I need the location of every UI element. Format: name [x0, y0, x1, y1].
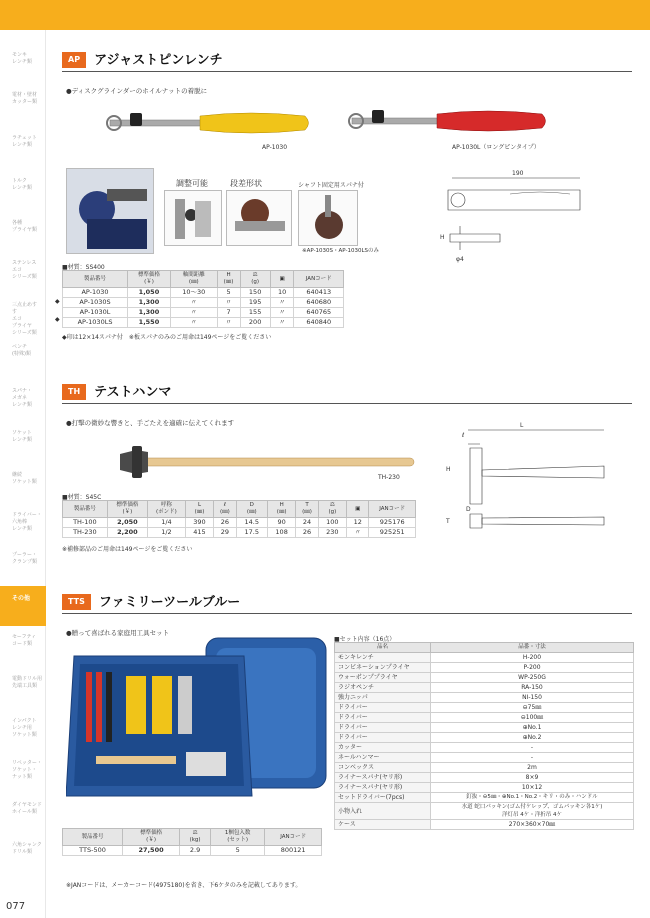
table-header: 呼称 (ポンド): [148, 501, 186, 518]
table-row: ネールハンマー -: [335, 753, 634, 763]
table-row: ドライバー ⊕No.1: [335, 723, 634, 733]
table-row: ドライバー ⊖75㎜: [335, 703, 634, 713]
table-header: 品番・寸法: [431, 643, 634, 653]
table-row: コンベックス 2m: [335, 763, 634, 773]
dim-label: L: [520, 422, 524, 429]
tts-spec-table: [62, 828, 322, 856]
table-row: TTS-500 27,500 2.9 5 800121: [63, 846, 322, 856]
weight-icon: ⚖: [329, 502, 335, 508]
weight-icon-header: ⚖ (kg): [180, 829, 211, 846]
table-row: ウォーポンププライヤ WP-250G: [335, 673, 634, 683]
section-title: アジャストピンレンチ: [94, 53, 223, 68]
table-header: ℓ (㎜): [214, 501, 236, 518]
sidebar-item[interactable]: 継続 ソケット類: [12, 472, 37, 485]
section-badge: AP: [62, 52, 86, 68]
table-header: 標準価格 (￥): [128, 271, 171, 288]
pack-icon-header: [270, 271, 294, 288]
sidebar-item[interactable]: インパクト レンチ用 ソケット類: [12, 718, 37, 738]
set-title: ■セット内容（16点）: [334, 636, 396, 643]
sidebar-item[interactable]: リペッター・ ソケット・ ナット類: [12, 760, 42, 780]
table-row: モンキレンチ H-200: [335, 653, 634, 663]
weight-icon: ⚖: [192, 830, 198, 836]
dim-label: 190: [512, 170, 524, 177]
sidebar-item[interactable]: セーフティ コード類: [12, 634, 37, 647]
sidebar-item[interactable]: ステンレス エコ シリーズ類: [12, 260, 37, 280]
sidebar-item[interactable]: スパナ・ メガネ レンチ類: [12, 388, 33, 408]
section-th: [62, 382, 632, 404]
table-header: JANコード: [294, 271, 344, 288]
table-header: 品名: [335, 643, 431, 653]
table-header: 製品番号: [63, 271, 128, 288]
sidebar-item[interactable]: ラチェット レンチ類: [12, 135, 37, 148]
sidebar-item[interactable]: ドライバー・ 六角棒 レンチ類: [12, 512, 42, 532]
table-header: 1梱包入数 (セット): [211, 829, 265, 846]
sidebar-item[interactable]: モンキ レンチ類: [12, 52, 32, 65]
table-header: 標準価格 (￥): [123, 829, 180, 846]
ap-material: ■材質：SS400: [62, 264, 105, 271]
ap-usage-photo: [66, 168, 154, 254]
sidebar-item[interactable]: 電材・壁材 カッター類: [12, 92, 38, 105]
pack-icon-header: [347, 501, 369, 518]
dim-label: H: [440, 234, 445, 241]
sidebar-item[interactable]: ソケット レンチ類: [12, 430, 32, 443]
hammer-label: TH-230: [378, 474, 400, 481]
section-title: ファミリーツールブルー: [98, 595, 241, 610]
table-row: セットドライバー(7pcs) 釘抜・⊖5㎜・⊕No.1・No.2・キリ・のみ・ハンドル: [335, 793, 634, 803]
weight-icon-header: ⚖ (g): [240, 271, 270, 288]
table-row: 小物入れ 水道 蛇口パッキン(ゴム付ケレップ、ゴムパッキン各1ケ) 洋灯吊 4ケ・洋折吊 4ケ: [335, 803, 634, 820]
th-footnote: ※補修部品のご用命は149ページをご覧ください: [62, 546, 193, 553]
table-row: ドライバー ⊖100㎜: [335, 713, 634, 723]
table-row: カッター -: [335, 743, 634, 753]
package-icon: ▣: [355, 505, 361, 512]
table-header: 製品番号: [63, 501, 108, 518]
ap-1030-label: AP-1030: [262, 144, 288, 151]
section-title: テストハンマ: [94, 385, 172, 400]
dim-label: T: [446, 518, 450, 525]
table-row: コンビネーションプライヤ P-200: [335, 663, 634, 673]
table-header: T (㎜): [296, 501, 318, 518]
table-header: L (㎜): [185, 501, 213, 518]
feature-photo: [226, 190, 292, 246]
hammer-image: [118, 444, 418, 480]
sidebar: [0, 30, 46, 918]
table-row: ケース 270×360×70㎜: [335, 820, 634, 830]
ap-footnote: ◆印は12×14スパナ付 ※板スパナのみのご用命は149ページをご覧ください: [62, 334, 272, 341]
sidebar-item[interactable]: 六角シャンク ドリル類: [12, 842, 42, 855]
sidebar-item[interactable]: 各種 プライヤ類: [12, 220, 37, 233]
ap-dimension-drawing: [440, 168, 590, 268]
table-header: H (㎜): [217, 271, 240, 288]
ap-spec-table: [62, 270, 344, 328]
table-row: AP-1030L 1,300 〃 7 155 〃 640765: [63, 308, 344, 318]
th-spec-table: [62, 500, 416, 538]
ap-note: ●ディスクグラインダーのホイルナットの着脱に: [66, 87, 208, 95]
tool-set-image: [66, 636, 330, 810]
table-row: AP-1030LS 1,550 〃 〃 200 〃 640840: [63, 318, 344, 328]
page-number: 077: [6, 901, 26, 912]
section-ap: [62, 50, 632, 72]
table-header: 軸間距離 (㎜): [170, 271, 217, 288]
set-contents-table: [334, 642, 634, 830]
feature-photo: [164, 190, 222, 246]
sidebar-item[interactable]: ダイヤモンド ホイール類: [12, 802, 42, 815]
weight-icon-header: ⚖ (g): [318, 501, 346, 518]
sidebar-item[interactable]: 電動ドリル用 先端工具類: [12, 676, 43, 689]
ap-1030l-image: [342, 104, 552, 144]
feature-photo: [298, 190, 358, 246]
dim-label: D: [466, 506, 471, 513]
table-header: H (㎜): [267, 501, 295, 518]
page-footnote: ※JANコードは、メーカーコード(4975180)を省き、下6ケタのみを記載してあります。: [66, 882, 302, 889]
table-row: ラジオペンチ RA-150: [335, 683, 634, 693]
table-row: AP-1030S 1,300 〃 〃 195 〃 640680: [63, 298, 344, 308]
table-row: ライナースパナ(ヤリ形) 10×12: [335, 783, 634, 793]
table-row: TH-230 2,200 1/2 415 29 17.5 108 26 230 〃 925251: [63, 528, 416, 538]
feature-label: シャフト固定用スパナ付: [298, 182, 364, 189]
sidebar-item[interactable]: トルク レンチ類: [12, 178, 32, 191]
ap-1030l-label: AP-1030L（ロングピンタイプ）: [452, 144, 540, 151]
feature-label: 段差形状: [230, 179, 262, 188]
section-badge: TTS: [62, 594, 91, 610]
sidebar-item[interactable]: 三点止めすす エコ プライヤ シリーズ類: [12, 302, 38, 336]
sidebar-item[interactable]: プーラー・ クランプ類: [12, 552, 38, 565]
section-tts: [62, 592, 632, 614]
table-header: D (㎜): [236, 501, 267, 518]
tts-note: ●贈って喜ばれる家庭用工具セット: [66, 629, 170, 637]
feature-label: 調整可能: [176, 179, 208, 188]
table-header: JANコード: [265, 829, 322, 846]
table-header: JANコード: [369, 501, 416, 518]
diamond-mark: ◆: [55, 298, 60, 305]
feature-note: ※AP-1030S・AP-1030LSのみ: [302, 248, 380, 254]
table-row: ドライバー ⊕No.2: [335, 733, 634, 743]
ap-1030-image: [100, 108, 320, 148]
diamond-mark: ◆: [55, 316, 60, 323]
th-note: ●打撃の微妙な響きと、手ごたえを適確に伝えてくれます: [66, 419, 235, 427]
dim-label: H: [446, 466, 451, 473]
table-row: ライナースパナ(ヤリ形) 8×9: [335, 773, 634, 783]
sidebar-item-active[interactable]: その他: [0, 586, 46, 626]
sidebar-item[interactable]: ペンチ (特殊)類: [12, 344, 31, 357]
th-material: ■材質：S45C: [62, 494, 102, 501]
weight-icon: ⚖: [252, 272, 258, 278]
dim-label: φ4: [456, 256, 464, 263]
table-header: 製品番号: [63, 829, 123, 846]
table-row: AP-1030 1,050 10～30 5 150 10 640413: [63, 288, 344, 298]
dim-label: ℓ: [462, 432, 465, 439]
table-row: TH-100 2,050 1/4 390 26 14.5 90 24 100 12 925176: [63, 518, 416, 528]
table-header: 標準価格 (￥): [107, 501, 147, 518]
section-header: [62, 50, 632, 72]
section-header: [62, 592, 632, 614]
section-header: [62, 382, 632, 404]
top-bar: [0, 0, 650, 30]
table-row: 強力ニッパ NI-150: [335, 693, 634, 703]
package-icon: ▣: [279, 275, 285, 282]
hammer-dimension-drawing: [456, 424, 606, 534]
section-badge: TH: [62, 384, 86, 400]
